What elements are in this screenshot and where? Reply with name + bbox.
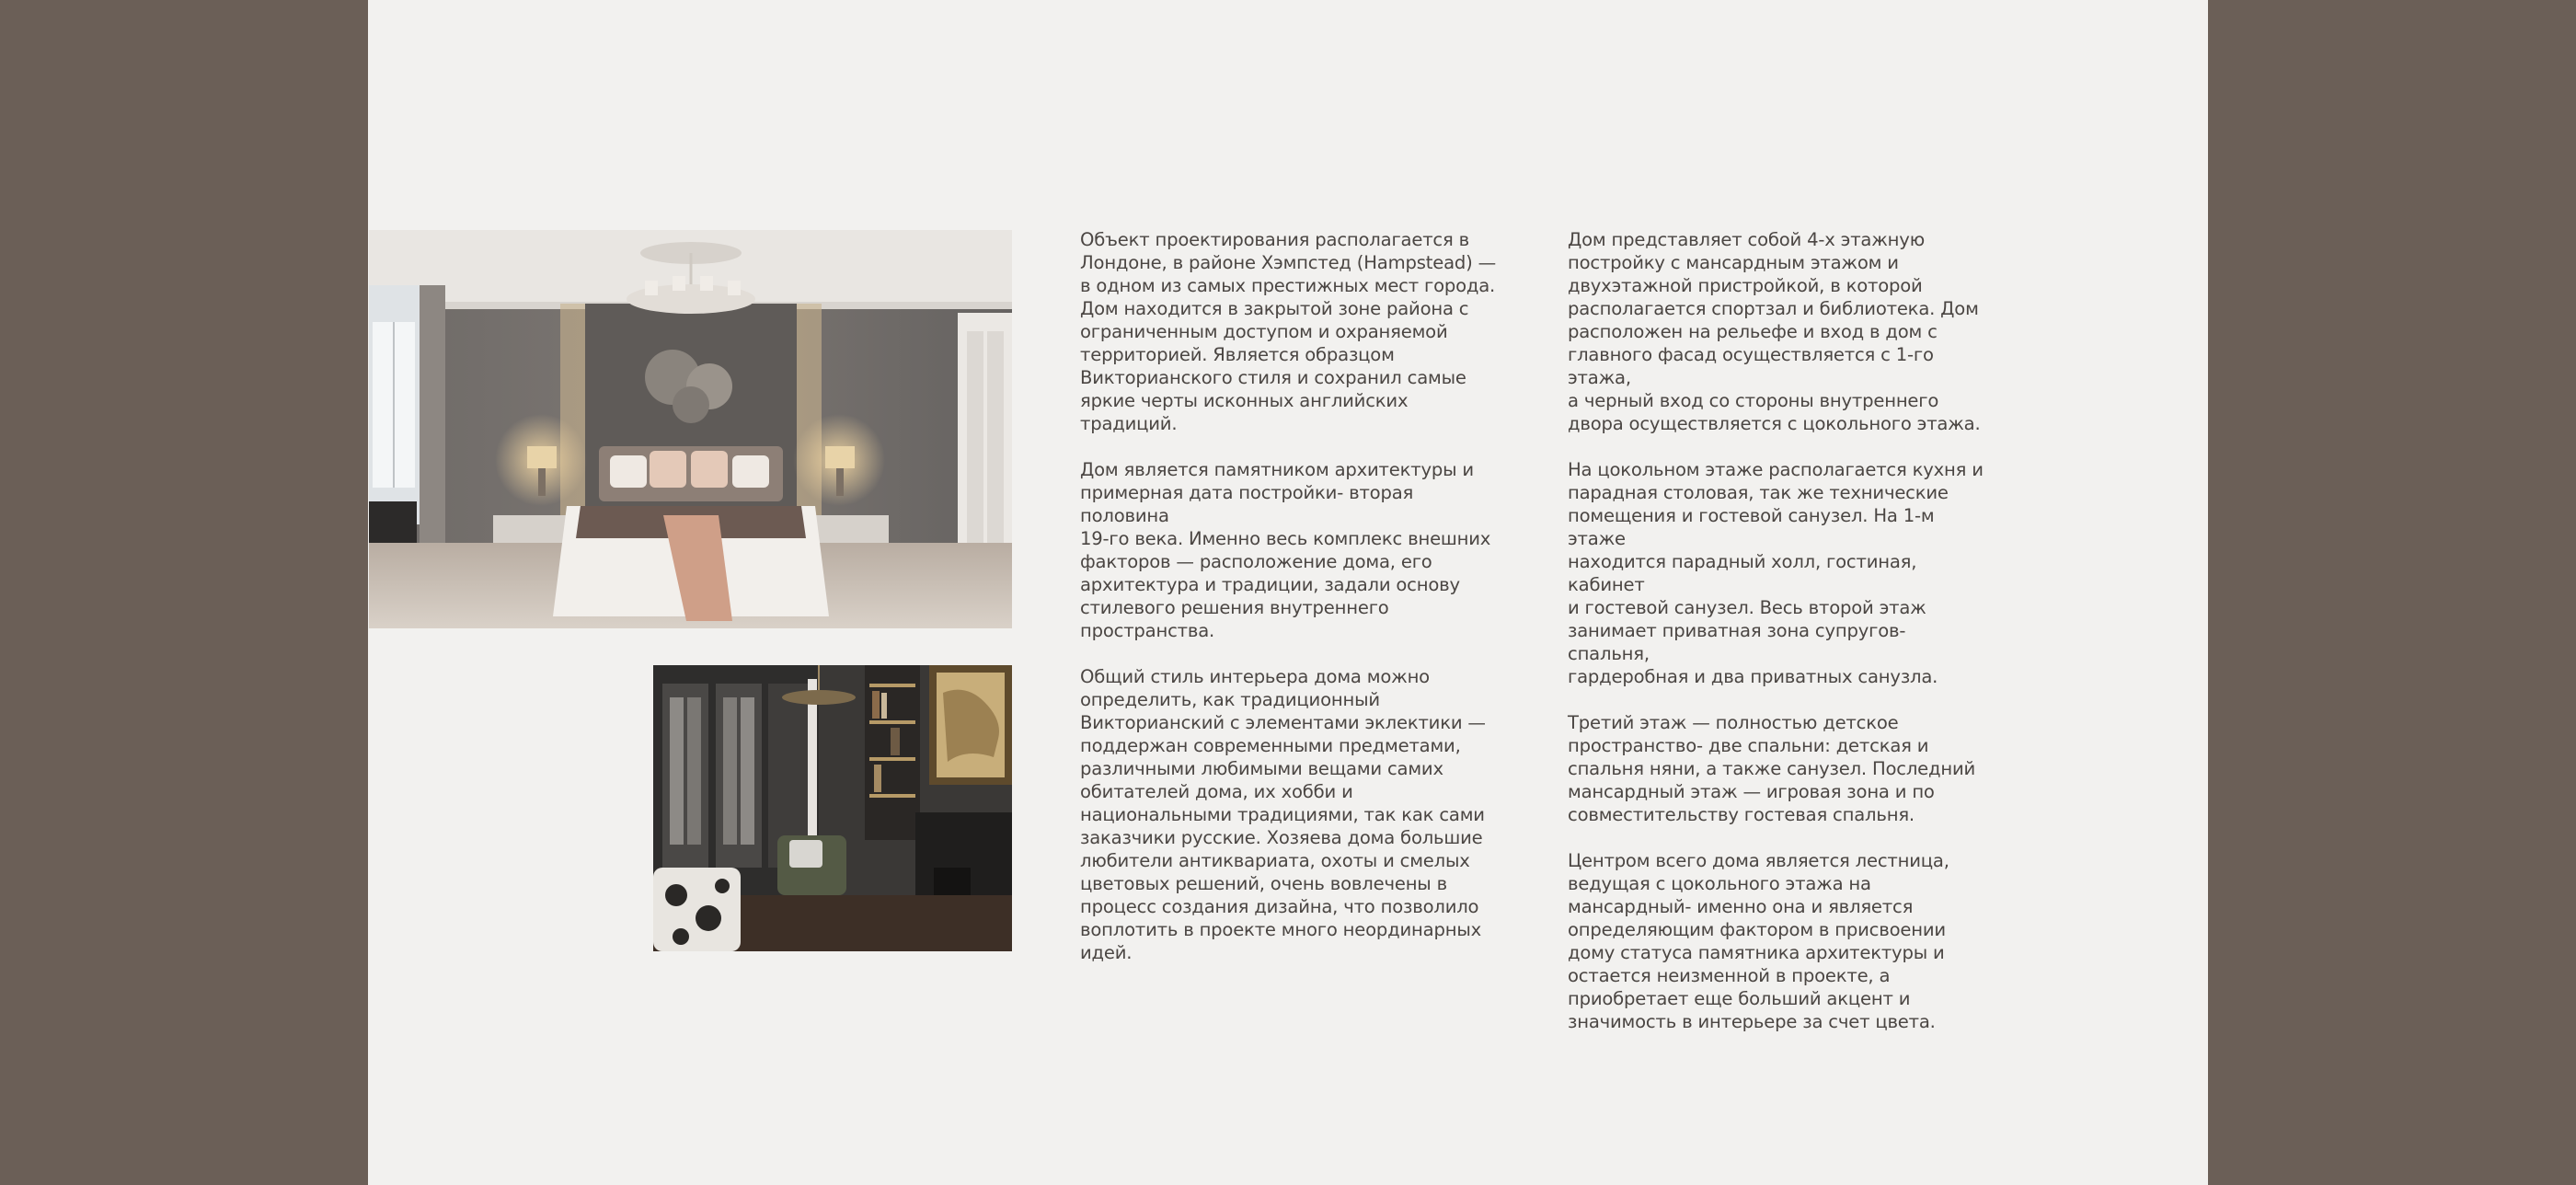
document-page: [368, 0, 2208, 1185]
text-column-left: [1080, 228, 1503, 987]
paragraph-location: Объект проектирования располагается в Лондоне, в районе Хэмпстед (Hampstead) — в одном из самых престижных мест города. Дом находится в закрытой зоне района с ограниченным доступом и охраняемой территорией. Является образцом Викторианского стиля и сохранил самые яркие черты исконных английских традиций.: [1080, 229, 1496, 434]
paragraph-architecture: Дом является памятником архитектуры и примерная дата постройки- вторая половина 19-го века. Именно весь комплекс внешних факторов — расположение дома, его архитектура и традиции, задали основу стилевого решения внутреннего пространства.: [1080, 459, 1491, 641]
paragraph-building: Дом представляет собой 4-х этажную постройку с мансардным этажом и двухэтажной пристройкой, в которой располагается спортзал и библиотека. Дом расположен на рельефе и вход в дом с главного фасад осуществляется с 1-го этажа, а черный вход со стороны внутреннего двора осуществляется с цокольного этажа.: [1568, 229, 1981, 434]
paragraph-floors: На цокольном этаже располагается кухня и парадная столовая, так же технические помещения и гостевой санузел. На 1-м этаже находится парадный холл, гостиная, кабинет и гостевой санузел. Весь второй этаж занимает приватная зона супругов- спальня, гардеробная и два приватных санузла.: [1568, 459, 1984, 687]
paragraph-staircase: Центром всего дома является лестница, ведущая с цокольного этажа на мансардный- именно она и является определяющим фактором в присвоении дому статуса памятника архитектуры и остается неизменной в проекте, а приобретает еще больший акцент и значимость в интерьере за счет цвета.: [1568, 850, 1949, 1032]
library-illustration: [653, 665, 1012, 951]
text-column-right: [1568, 228, 1991, 1056]
paragraph-third-floor: Третий этаж — полностью детское пространство- две спальни: детская и спальня няни, а также санузел. Последний мансардный этаж — игровая зона и по совместительству гостевая спальня.: [1568, 712, 1976, 825]
library-interior-photo: [653, 665, 1012, 951]
bedroom-illustration: [369, 230, 1012, 628]
bedroom-interior-photo: [369, 230, 1012, 628]
paragraph-interior-style: Общий стиль интерьера дома можно определить, как традиционный Викторианский с элементами эклектики — поддержан современными предметами, различными любимыми вещами самих обитателей дома, их хобби и национальными традициями, так как сами заказчики русские. Хозяева дома большие любители антиквариата, охоты и смелых цветовых решений, очень вовлечены в процесс создания дизайна, что позволило воплотить в проекте много неординарных идей.: [1080, 666, 1486, 963]
